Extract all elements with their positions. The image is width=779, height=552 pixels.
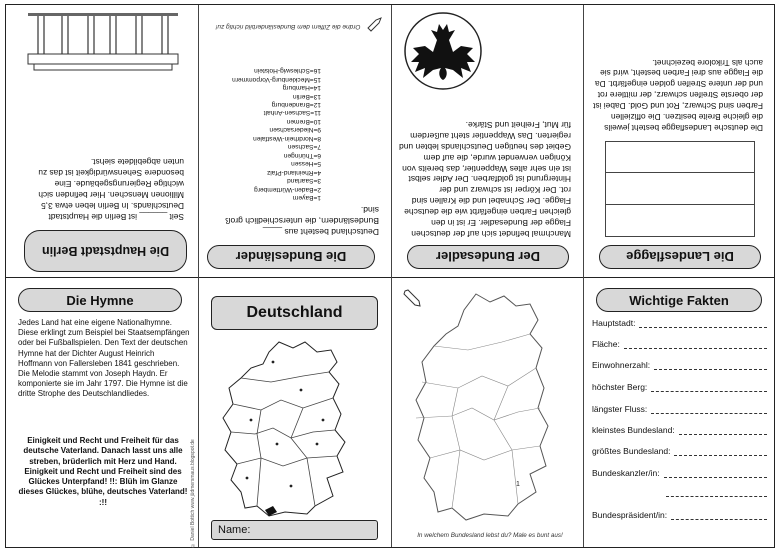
fact-row-bundeskanzler[interactable] [592, 468, 767, 478]
answer-line[interactable] [671, 512, 767, 520]
list-item: 14=Hamburg [282, 84, 321, 92]
fact-label: Bundespräsident/in: [592, 510, 668, 520]
bundeslaender-note: Ordne die Ziffern dem Bundesländerbild richtig zu! [215, 23, 361, 30]
panel-fakten [584, 278, 775, 549]
eagle-icon [403, 10, 483, 92]
map-caption: In welchem Bundesland lebst du? Male es bunt aus! [417, 532, 563, 539]
list-item: 1=Bayern [292, 194, 321, 201]
bundeslaender-intro: Deutschland besteht aus ____ Bundesländern, die unterschiedlich groß sind. [225, 205, 379, 237]
fact-row-flaeche[interactable] [592, 339, 767, 349]
copyright-note: © Daniel Bottich www.jüdmersmaus.blogspot.de [190, 439, 196, 548]
answer-line[interactable] [674, 448, 767, 456]
answer-line[interactable] [639, 320, 767, 328]
bundeslaender-list [206, 66, 321, 201]
fact-label: höchster Berg: [592, 382, 648, 392]
germany-map-states [211, 338, 379, 518]
fact-row-laengster-fluss[interactable] [592, 404, 767, 414]
bundesadler-title: Der Bundesadler [407, 245, 569, 269]
list-item: 15=Mecklenburg-Vorpommern [232, 75, 321, 83]
germany-outline-map [412, 290, 572, 525]
list-item: 3=Saarland [287, 177, 321, 185]
berlin-title: Die Hauptstadt Berlin [24, 230, 187, 272]
answer-line[interactable] [654, 362, 767, 370]
list-item: 8=Nordrhein-Westfalen [253, 134, 321, 142]
list-item: 10=Bremen [286, 117, 321, 125]
fact-label: Einwohnerzahl: [592, 360, 651, 370]
fact-row-continuation[interactable] [592, 489, 767, 497]
bundesadler-text: Manchmal befindet sich auf der deutschen Flagge der Bundesadler. Er ist in den gleichen Farben eingefärbt wie die deutsche Flagge. Der Schnabel und die Krallen sind rot. Der Körper ist schwarz und der Hintergrund ist goldfarben. Der Adler selbst ist ein sehr altes Wappentier, das bereits von Königen verwendet wurde, die auf dem Gebiet des heutigen Deutschlands lebten und regierten. Das Wappentier steht außerdem für Mut, Freiheit und Stärke. [398, 119, 571, 239]
list-item: 5=Hessen [291, 160, 321, 168]
answer-line[interactable] [664, 470, 767, 478]
panel-hymne [6, 278, 198, 549]
brandenburger-tor-drawing [22, 12, 182, 72]
fact-label: Hauptstadt: [592, 318, 636, 328]
fact-label: kleinstes Bundesland: [592, 425, 675, 435]
fact-row-kleinstes-bundesland[interactable] [592, 425, 767, 435]
fact-label: größtes Bundesland: [592, 446, 671, 456]
fact-row-hauptstadt[interactable] [592, 318, 767, 328]
bundeslaender-title: Die Bundesländer [207, 245, 375, 269]
fact-row-groesstes-bundesland[interactable] [592, 446, 767, 456]
flag-stripe-2 [606, 172, 754, 204]
cover-title: Deutschland [211, 296, 378, 330]
fact-label: Fläche: [592, 339, 620, 349]
panel-cover [199, 278, 391, 549]
fact-row-bundespraesident[interactable] [592, 510, 767, 520]
fact-row-einwohnerzahl[interactable] [592, 360, 767, 370]
landesflagge-title: Die Landesflagge [599, 245, 761, 269]
flag-drawing-box [605, 141, 755, 237]
answer-line[interactable] [651, 384, 767, 392]
map-number: 1 [516, 481, 520, 488]
berlin-text: Seit ______ ist Berlin die Hauptstadt Deutschlands. In Berlin leben etwa 3,5 Millionen Menschen. Hier befinden sich wichtige Regierungsgebäude. Eine besondere Sehenswürdigkeit ist das zu unten abgebildete siehst. [38, 157, 184, 222]
hymne-text: Jedes Land hat eine eigene Nationalhymne. Diese erklingt zum Beispiel bei Staatsempfängen oder bei Fußballspielen. Den Text der deutschen Hymne hat der Dichter August Heinrich Hoffmann von Fallersleben 1841 geschrieben. Die Melodie stammt von Joseph Haydn. Er komponierte sie im Jahr 1797. Die Hymne ist die dritte Strophe des Deutschlandliedes. [18, 318, 190, 399]
fakten-title: Wichtige Fakten [596, 288, 762, 312]
list-item: 16=Schleswig-Holstein [254, 67, 321, 75]
pencil-icon [367, 16, 383, 32]
list-item: 2=Baden-Württemberg [254, 185, 321, 193]
panel-bundeslaender [199, 5, 391, 277]
list-item: 4=Rheinland-Pfalz [266, 168, 321, 176]
list-item: 12=Brandenburg [271, 101, 321, 109]
name-field[interactable] [211, 520, 378, 540]
lapbook-sheet [5, 4, 775, 548]
fact-label: längster Fluss: [592, 404, 648, 414]
panel-blank-map [392, 278, 583, 549]
list-item: 13=Berlin [292, 92, 321, 100]
panel-landesflagge [584, 5, 775, 277]
flag-stripe-1 [606, 204, 754, 236]
list-item: 7=Sachsen [287, 143, 321, 151]
list-item: 9=Niedersachsen [269, 126, 321, 134]
panel-berlin [6, 5, 198, 277]
answer-line[interactable] [666, 489, 767, 497]
hymne-lyrics: Einigkeit und Recht und Freiheit für das deutsche Vaterland. Danach lasst uns alle streben, brüderlich mit Herz und Hand. Einigkeit und Recht und Freiheit sind des Glückes Unterpfand! !!: Blüh im Glanze dieses Glückes, blühe, deutsches Vaterland! :!! [18, 436, 188, 507]
answer-line[interactable] [651, 406, 767, 414]
list-item: 6=Thüringen [283, 151, 321, 159]
panel-bundesadler [392, 5, 583, 277]
landesflagge-text: Die deutsche Landesflagge besteht jeweils die gleiche Breite besitzen. Die offiziellen Farben sind Schwarz, Rot und Gold. Dabei ist der oberste Streifen schwarz, der mittlere rot und der untere Streifen golden eingefärbt. Da die Flagge aus drei Farben besteht, wird sie auch als Trikolore bezeichnet. [593, 57, 763, 133]
answer-line[interactable] [624, 341, 767, 349]
list-item: 11=Sachsen-Anhalt [263, 109, 321, 117]
name-label: Name: [218, 524, 251, 536]
hymne-title: Die Hymne [18, 288, 182, 312]
fact-row-hoechster-berg[interactable] [592, 382, 767, 392]
fact-label: Bundeskanzler/in: [592, 468, 660, 478]
answer-line[interactable] [679, 427, 767, 435]
